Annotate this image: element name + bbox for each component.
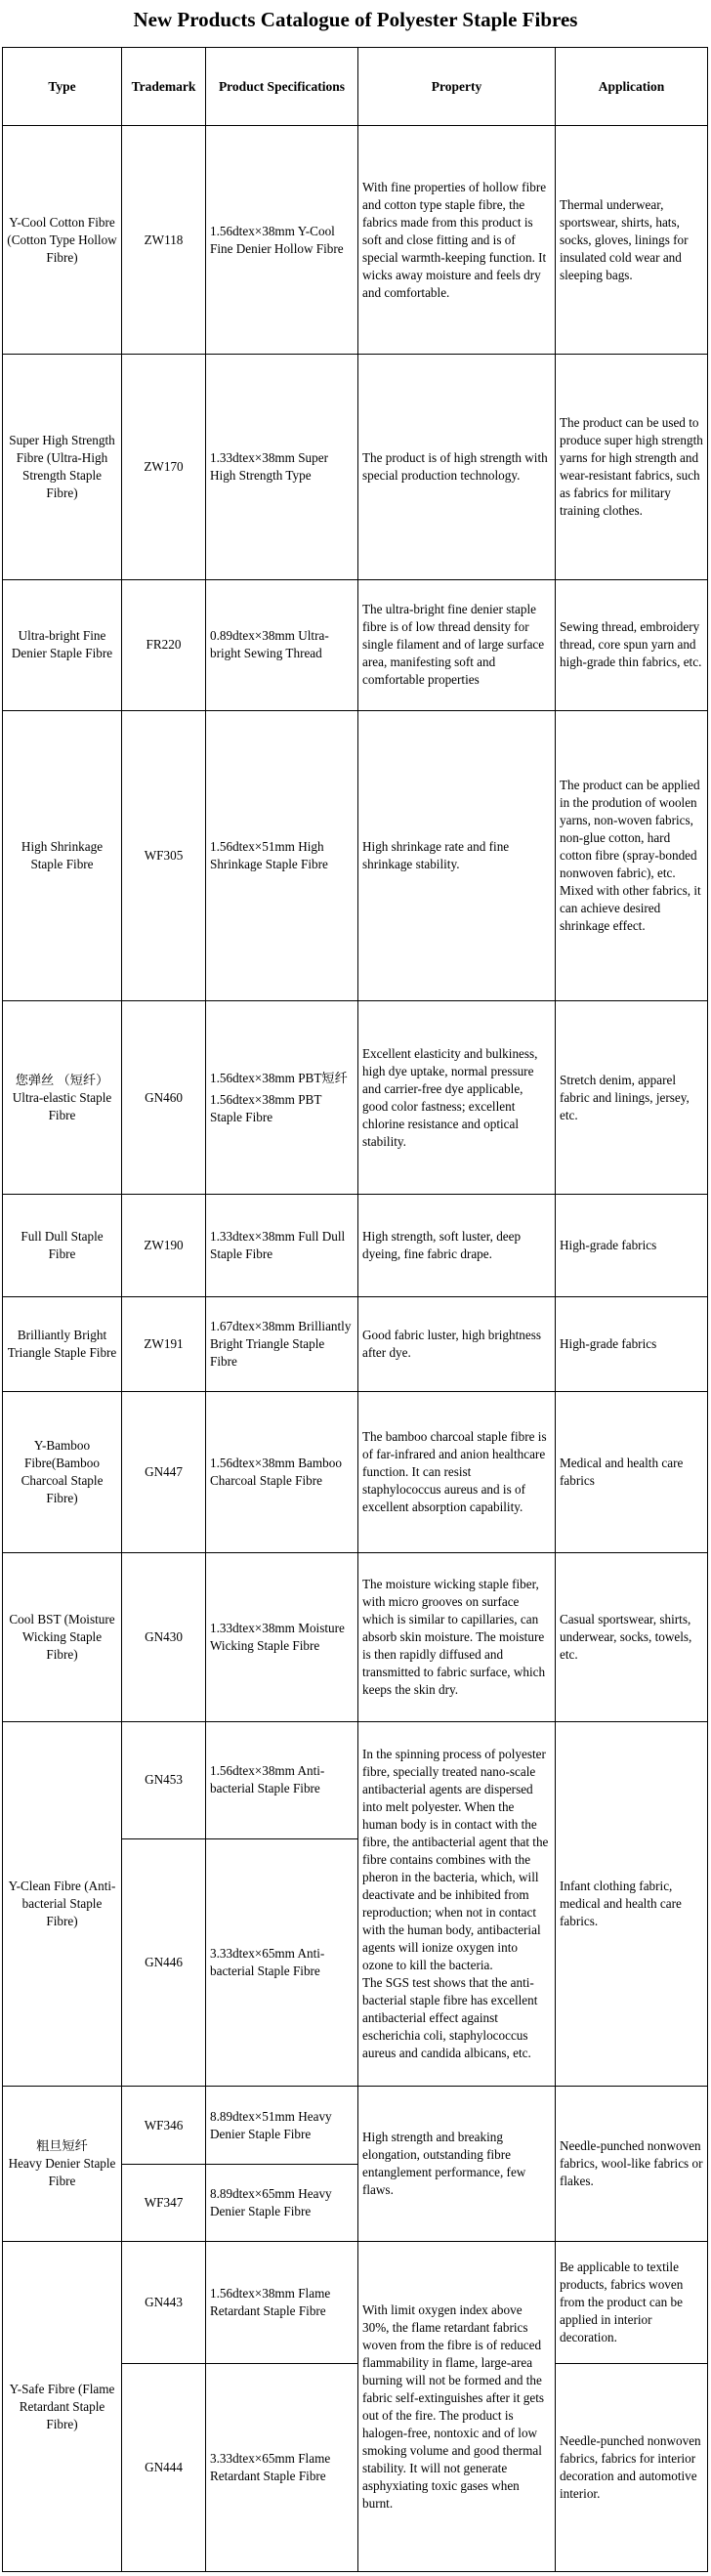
- application-cell: Sewing thread, embroidery thread, core spun yarn and high-grade thin fabrics, etc.: [556, 579, 708, 710]
- application-cell: Needle-punched nonwoven fabrics, fabrics for interior decoration and automotive interior.: [556, 2364, 708, 2572]
- property-paragraph: In the spinning process of polyester fibre, specially treated nano-scale antibacterial agents are dispersed into melt polyester. When the human body is in contact with the fibre, the antibacterial agent that the fibre contains combines with the pheron in the bacteria, which, will deactivate and be inhibited from reproduction; when not in contact with the human body, antibacterial agents will ionize oxygen into ozone to kill the bacteria.: [362, 1747, 549, 1973]
- application-cell: Stretch denim, apparel fabric and linings, jersey, etc.: [556, 1001, 708, 1195]
- table-row: [3, 1552, 708, 1721]
- table-row: [3, 1195, 708, 1297]
- header-application: Application: [556, 48, 708, 126]
- type-cell: Brilliantly Bright Triangle Staple Fibre: [3, 1296, 122, 1392]
- spec-cell: 8.89dtex×65mm Heavy Denier Staple Fibre: [206, 2164, 358, 2242]
- type-cell: Y-Bamboo Fibre(Bamboo Charcoal Staple Fibre): [3, 1392, 122, 1553]
- property-cell: With limit oxygen index above 30%, the flame retardant fabrics woven from the fibre is of reduced flammability in flame, large-area burning will not be formed and the fabric self-extinguishes after it gets out of the fire. The product is halogen-free, nontoxic and of low smoking volume and good thermal stability. It will not generate asphyxiating toxic gases when burnt.: [358, 2242, 556, 2572]
- application-cell: The product can be used to produce super high strength yarns for high strength and wear-resistant fabrics, such as fabrics for military training clothes.: [556, 355, 708, 580]
- table-row: [3, 355, 708, 580]
- header-spec: Product Specifications: [206, 48, 358, 126]
- type-cell: Y-Clean Fibre (Anti-bacterial Staple Fibre): [3, 1721, 122, 2087]
- spec-cell: 1.56dtex×38mm Flame Retardant Staple Fibre: [206, 2242, 358, 2364]
- application-cell: High-grade fabrics: [556, 1296, 708, 1392]
- table-row: [3, 710, 708, 1001]
- application-cell: The product can be applied in the prodution of woolen yarns, non-woven fabrics, non-glue cotton, hard cotton fibre (spray-bonded nonwoven fabric), etc. Mixed with other fabrics, it can achieve desired shrinkage effect.: [556, 710, 708, 1001]
- type-cn-label: 粗旦短纤: [36, 2138, 88, 2154]
- type-cell: Super High Strength Fibre (Ultra-High Strength Staple Fibre): [3, 355, 122, 580]
- trademark-cell: GN460: [122, 1001, 206, 1195]
- type-cell: [3, 2087, 122, 2242]
- spec-cell: 1.56dtex×38mm Bamboo Charcoal Staple Fibre: [206, 1392, 358, 1553]
- type-cell: Full Dull Staple Fibre: [3, 1195, 122, 1297]
- header-row: [3, 48, 708, 126]
- spec-cell: 0.89dtex×38mm Ultra-bright Sewing Thread: [206, 579, 358, 710]
- spec-cell: 3.33dtex×65mm Flame Retardant Staple Fibre: [206, 2364, 358, 2572]
- property-cell: Good fabric luster, high brightness after dye.: [358, 1296, 556, 1392]
- spec-cell: 1.67dtex×38mm Brilliantly Bright Triangle Staple Fibre: [206, 1296, 358, 1392]
- spec-cell: 1.56dtex×38mm Anti-bacterial Staple Fibre: [206, 1721, 358, 1839]
- spec-cell: 8.89dtex×51mm Heavy Denier Staple Fibre: [206, 2087, 358, 2165]
- spec-cell: 1.33dtex×38mm Full Dull Staple Fibre: [206, 1195, 358, 1297]
- type-cell: Ultra-bright Fine Denier Staple Fibre: [3, 579, 122, 710]
- property-cell: The bamboo charcoal staple fibre is of far-infrared and anion healthcare function. It can resist staphylococcus aureus and is of excellent absorption capability.: [358, 1392, 556, 1553]
- table-row: [3, 1001, 708, 1195]
- trademark-cell: GN443: [122, 2242, 206, 2364]
- trademark-cell: FR220: [122, 579, 206, 710]
- header-type: Type: [3, 48, 122, 126]
- catalogue-table: [2, 47, 708, 2572]
- type-cell: Y-Cool Cotton Fibre (Cotton Type Hollow Fibre): [3, 126, 122, 355]
- type-cell: [3, 1001, 122, 1195]
- property-cell: The product is of high strength with special production technology.: [358, 355, 556, 580]
- table-row: [3, 1296, 708, 1392]
- application-cell: Medical and health care fabrics: [556, 1392, 708, 1553]
- property-cell: The moisture wicking staple fiber, with micro grooves on surface which is similar to capillaries, can absorb skin moisture. The moisture is then rapidly diffused and transmitted to fabric surface, which keeps the skin dry.: [358, 1552, 556, 1721]
- application-cell: Needle-punched nonwoven fabrics, wool-like fabrics or flakes.: [556, 2087, 708, 2242]
- type-cell: Cool BST (Moisture Wicking Staple Fibre): [3, 1552, 122, 1721]
- table-row: [3, 126, 708, 355]
- property-cell: The ultra-bright fine denier staple fibre is of low thread density for single filament and of large surface area, manifesting soft and comfortable properties: [358, 579, 556, 710]
- property-cell: High strength, soft luster, deep dyeing, fine fabric drape.: [358, 1195, 556, 1297]
- table-row: [3, 2242, 708, 2364]
- spec-line-en: 1.56dtex×38mm PBT Staple Fibre: [210, 1091, 322, 1124]
- spec-cell: 1.33dtex×38mm Moisture Wicking Staple Fibre: [206, 1552, 358, 1721]
- application-cell: Casual sportswear, shirts, underwear, socks, towels, etc.: [556, 1552, 708, 1721]
- trademark-cell: GN446: [122, 1839, 206, 2087]
- type-en-label: Ultra-elastic Staple Fibre: [12, 1089, 112, 1122]
- trademark-cell: GN447: [122, 1392, 206, 1553]
- application-cell: Thermal underwear, sportswear, shirts, hats, socks, gloves, linings for insulated cold wear and sleeping bags.: [556, 126, 708, 355]
- table-row: [3, 1721, 708, 1839]
- property-cell: Excellent elasticity and bulkiness, high dye uptake, normal pressure and carrier-free dye applicable, good color fastness; excellent chlorine resistance and optical stability.: [358, 1001, 556, 1195]
- trademark-cell: WF347: [122, 2164, 206, 2242]
- trademark-cell: ZW190: [122, 1195, 206, 1297]
- trademark-cell: ZW170: [122, 355, 206, 580]
- application-cell: High-grade fabrics: [556, 1195, 708, 1297]
- spec-cell: [206, 1001, 358, 1195]
- property-cell: With fine properties of hollow fibre and cotton type staple fibre, the fabrics made from this product is soft and close fitting and is of special warmth-keeping function. It wicks away moisture and feels dry and comfortable.: [358, 126, 556, 355]
- spec-cell: 1.33dtex×38mm Super High Strength Type: [206, 355, 358, 580]
- trademark-cell: ZW118: [122, 126, 206, 355]
- table-row: [3, 579, 708, 710]
- header-property: Property: [358, 48, 556, 126]
- trademark-cell: WF305: [122, 710, 206, 1001]
- property-cell: High strength and breaking elongation, outstanding fibre entanglement performance, few flaws.: [358, 2087, 556, 2242]
- spec-cell: 1.56dtex×51mm High Shrinkage Staple Fibre: [206, 710, 358, 1001]
- application-cell: Be applicable to textile products, fabrics woven from the product can be applied in interior decoration.: [556, 2242, 708, 2364]
- trademark-cell: GN430: [122, 1552, 206, 1721]
- spec-line-cn: 1.56dtex×38mm PBT短纤: [210, 1070, 348, 1085]
- trademark-cell: GN453: [122, 1721, 206, 1839]
- spec-cell: 3.33dtex×65mm Anti-bacterial Staple Fibre: [206, 1839, 358, 2087]
- property-cell: [358, 1721, 556, 2087]
- table-row: [3, 2087, 708, 2165]
- type-cell: Y-Safe Fibre (Flame Retardant Staple Fibre): [3, 2242, 122, 2572]
- trademark-cell: GN444: [122, 2364, 206, 2572]
- header-trademark: Trademark: [122, 48, 206, 126]
- spec-cell: 1.56dtex×38mm Y-Cool Fine Denier Hollow Fibre: [206, 126, 358, 355]
- property-cell: High shrinkage rate and fine shrinkage stability.: [358, 710, 556, 1001]
- property-paragraph: The SGS test shows that the anti-bacterial staple fibre has excellent antibacterial effect against escherichia coli, staphylococcus aureus and candida albicans, etc.: [362, 1975, 538, 2061]
- table-row: [3, 1392, 708, 1553]
- trademark-cell: ZW191: [122, 1296, 206, 1392]
- trademark-cell: WF346: [122, 2087, 206, 2165]
- type-cn-label: 您弹丝 （短纤）: [15, 1072, 109, 1087]
- application-cell: Infant clothing fabric, medical and health care fabrics.: [556, 1721, 708, 2087]
- type-cell: High Shrinkage Staple Fibre: [3, 710, 122, 1001]
- type-en-label: Heavy Denier Staple Fibre: [8, 2156, 116, 2189]
- page-title: New Products Catalogue of Polyester Staple Fibres: [133, 8, 578, 31]
